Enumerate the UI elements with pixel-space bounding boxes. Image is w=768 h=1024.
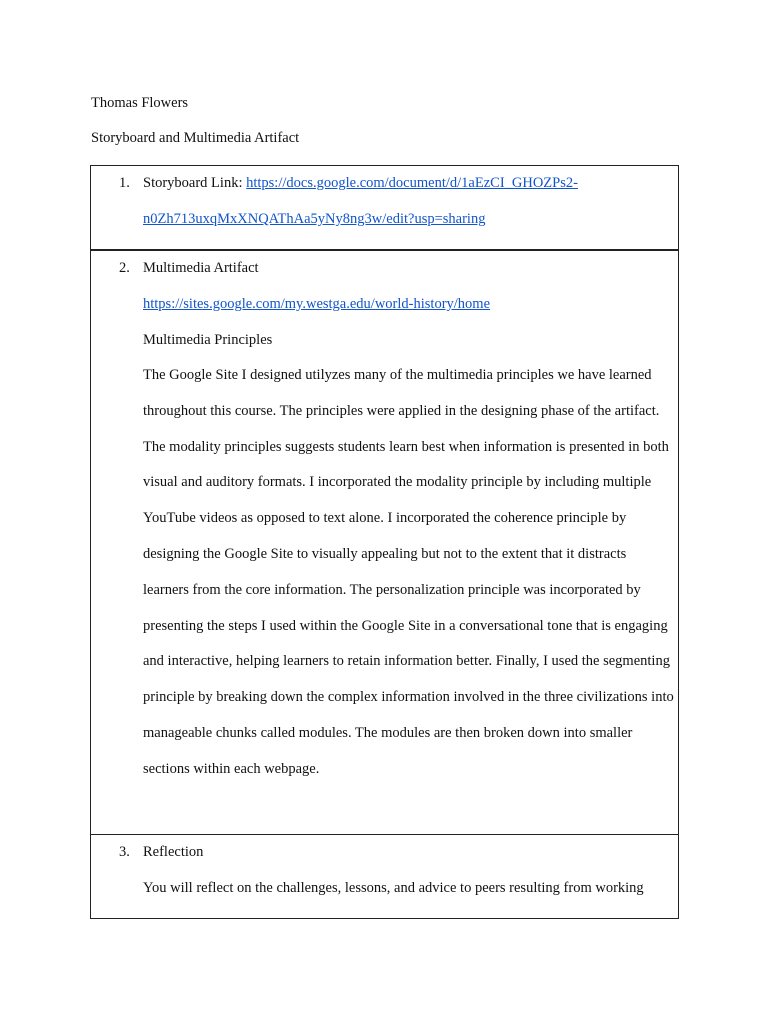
- table-row-storyboard: [91, 166, 678, 249]
- artifact-link-line: [143, 294, 674, 314]
- author-name: Thomas Flowers: [91, 95, 189, 111]
- principles-subheading: Multimedia Principles: [143, 332, 273, 348]
- storyboard-link[interactable]: https://docs.google.com/document/d/1aEzCI_GHOZPs2-: [246, 175, 578, 191]
- storyboard-link-continued[interactable]: n0Zh713uxqMxXNQAThAa5yNy8ng3w/edit?usp=sharing: [143, 211, 486, 227]
- storyboard-link-line-2: [143, 209, 674, 229]
- content-table: [90, 165, 679, 919]
- table-row-reflection: [91, 834, 678, 918]
- section-heading: Reflection: [143, 844, 204, 860]
- row-number: 3.: [119, 844, 130, 860]
- storyboard-label: Storyboard Link:: [143, 175, 247, 191]
- principles-paragraph: The Google Site I designed utilyzes many of the multimedia principles we have learned throughout this course. The principles were applied in the designing phase of the artifact. The modality principles suggests students learn best when information is presented in both visual and auditory formats. I incorporated the modality principle by including multiple YouTube videos as opposed to text alone. I incorporated the coherence principle by designing the Google Site to visually appealing but not to the extent that it distracts learners from the core information. The personalization principle was incorporated by presenting the steps I used within the Google Site in a conversational tone that is engaging and interactive, helping learners to retain information better. Finally, I used the segmenting principle by breaking down the complex information involved in the three civilizations into manageable chunks called modules. The modules are then broken down into smaller sections within each webpage.: [143, 367, 674, 777]
- storyboard-link-line: [143, 173, 674, 193]
- document-title: Storyboard and Multimedia Artifact: [91, 130, 300, 146]
- reflection-text: You will reflect on the challenges, lessons, and advice to peers resulting from working: [143, 880, 644, 896]
- row-content: [143, 842, 674, 898]
- artifact-link[interactable]: https://sites.google.com/my.westga.edu/world-history/home: [143, 296, 491, 312]
- section-heading: Multimedia Artifact: [143, 260, 259, 276]
- table-row-multimedia-artifact: [91, 249, 678, 834]
- row-content: [143, 258, 674, 788]
- row-number: 1.: [119, 175, 130, 191]
- row-content: [143, 173, 674, 229]
- row-number: 2.: [119, 260, 130, 276]
